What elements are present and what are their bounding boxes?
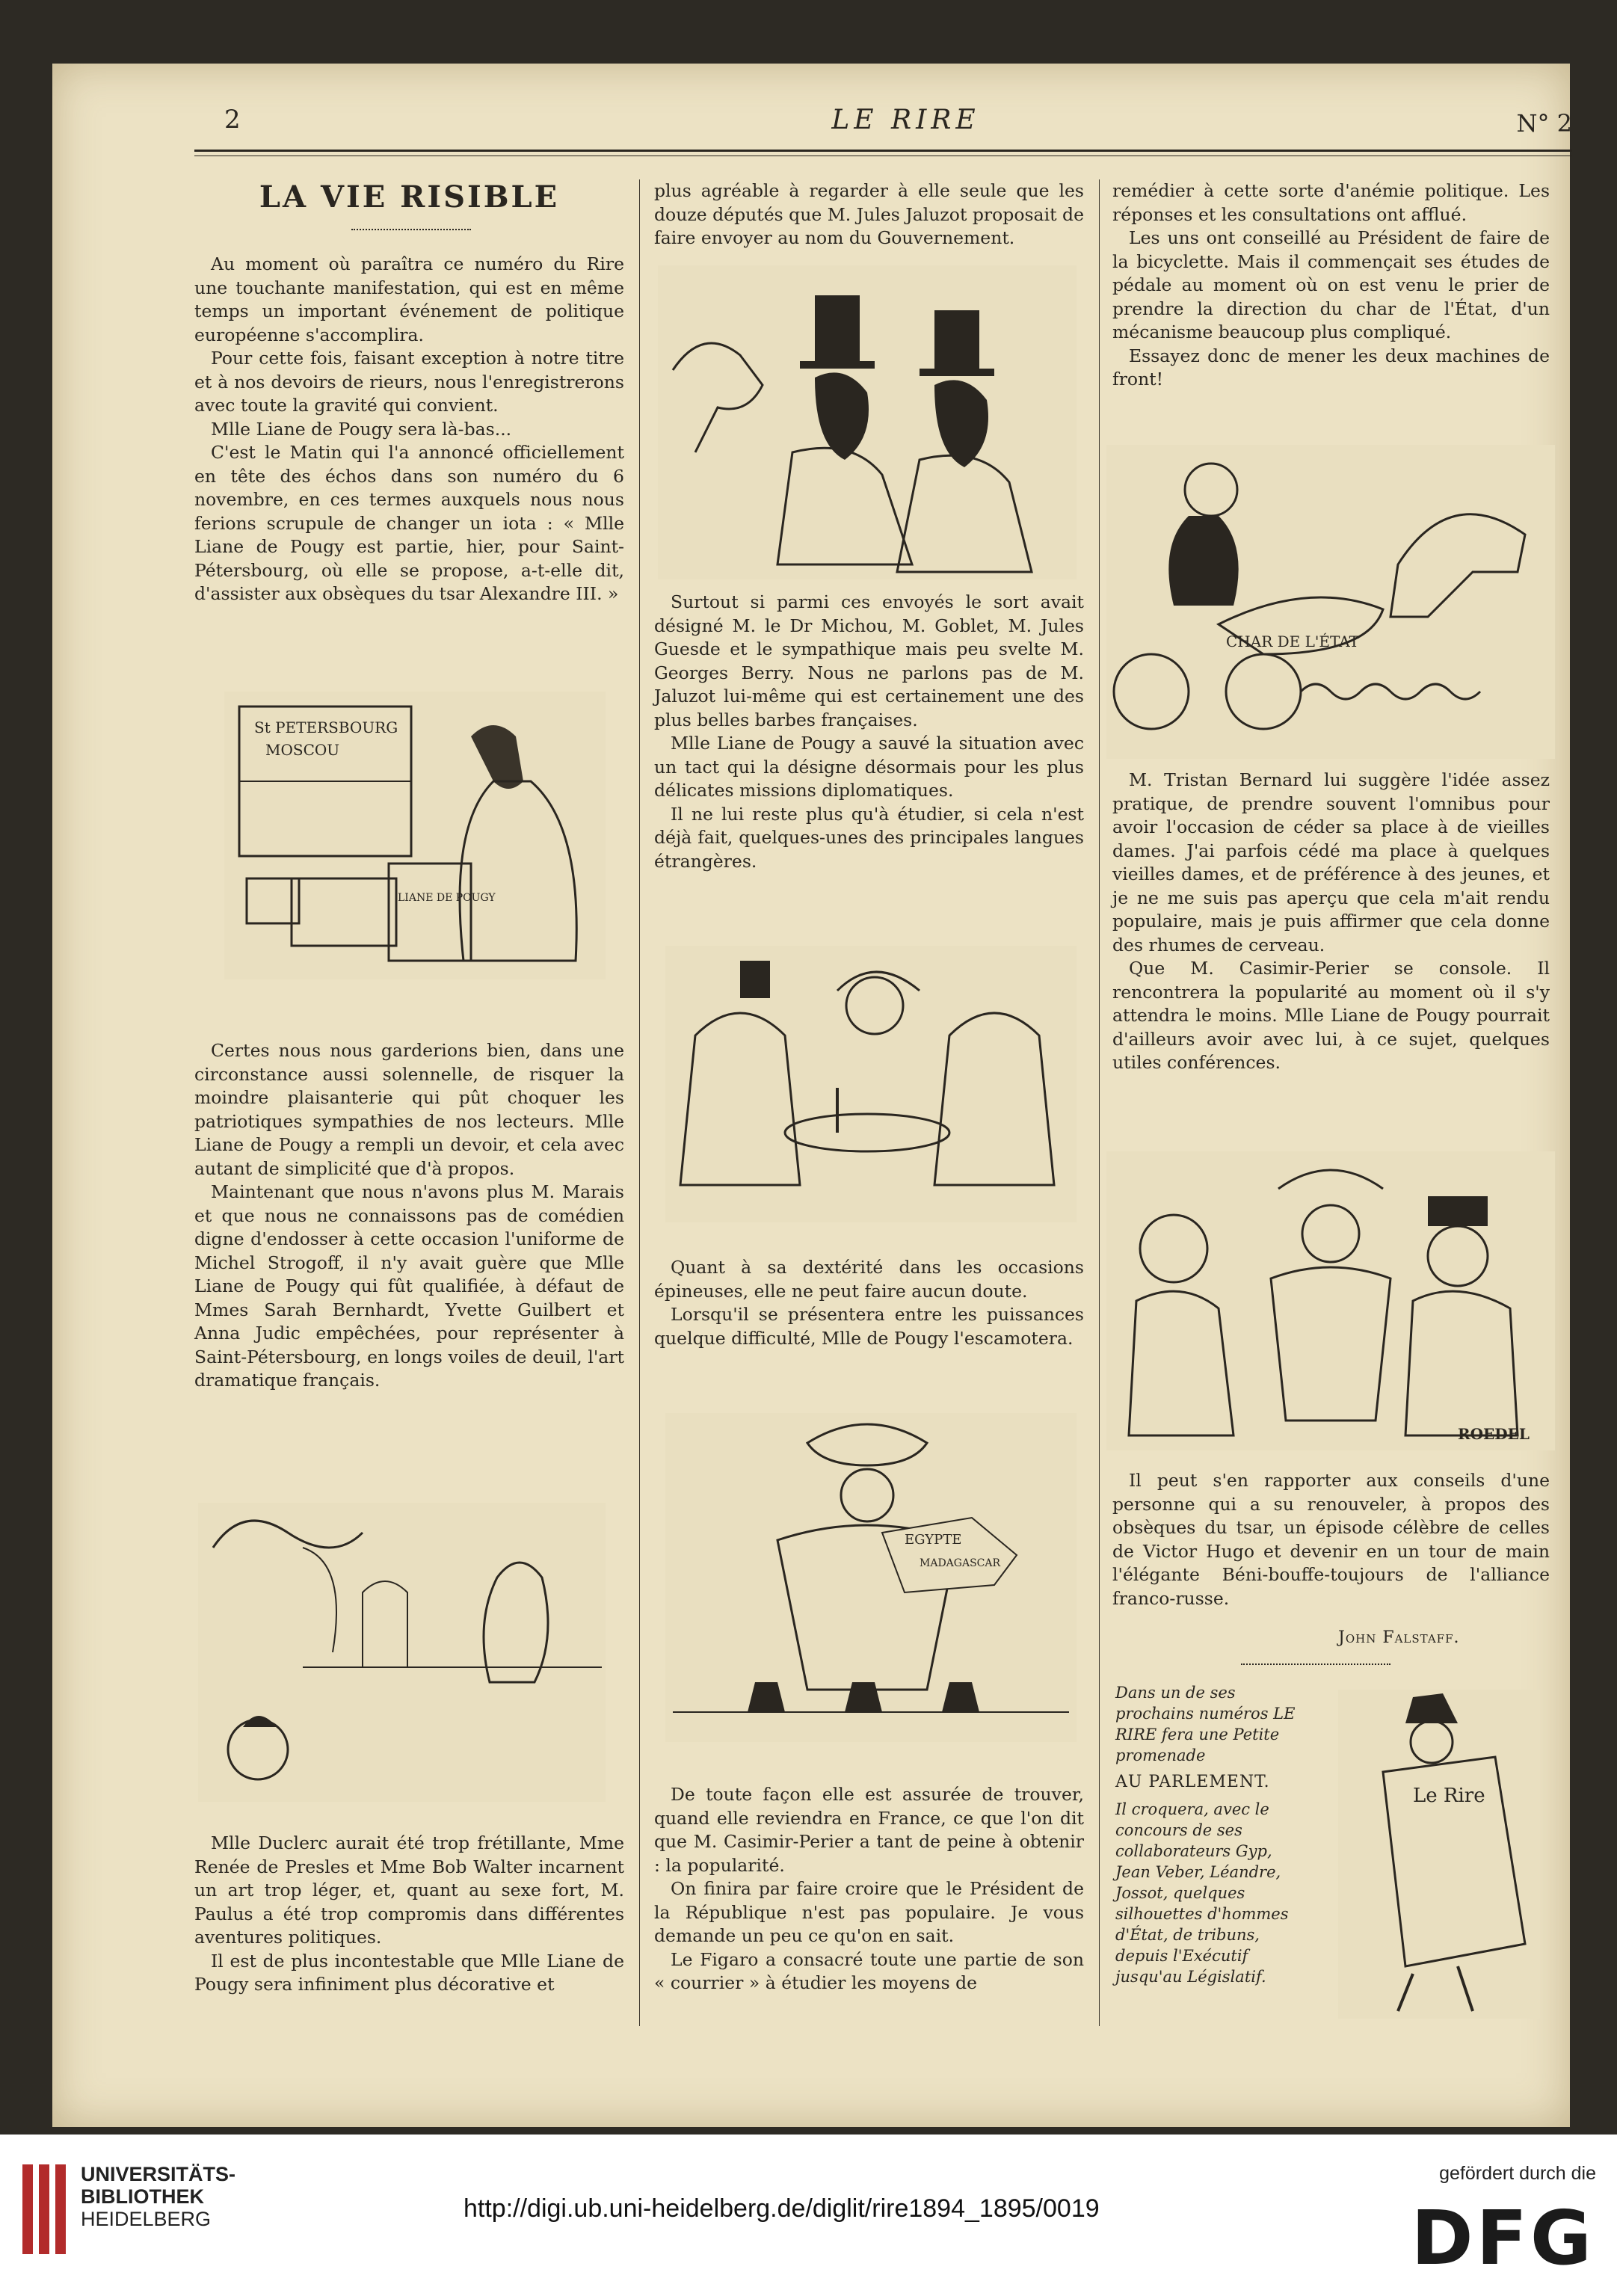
trunk-label-3: LIANE DE POUGY: [398, 892, 496, 904]
illustration-cabaret: [198, 1503, 606, 1802]
column-3-middle: [1112, 769, 1550, 1075]
cafe-drawing: [665, 946, 1077, 1222]
article-title: LA VIE RISIBLE: [259, 179, 560, 215]
conjuror-drawing: [665, 1413, 1077, 1742]
announcement-intro: Dans un de ses prochains numéros LE RIRE fera une Petite promenade: [1115, 1684, 1296, 1764]
map-label-madagascar: MADAGASCAR: [920, 1557, 1001, 1569]
paragraph: Le Figaro a consacré toute une partie de son « courrier » à étudier les moyens de: [654, 1948, 1084, 1993]
paragraph: Maintenant que nous n'avons plus M. Marais et que nous ne connaissons pas de comédien digne d'endosser à cette occasion l'uniforme de Michel Strogoff, il n'y avait guère que Mlle Liane de Pougy qui fût qualifiée, à défaut de Mmes Sarah Bernhardt, Yvette Guilbert et Anna Judic empêchées, pour représenter à Saint-Pétersbourg, en longs voiles de deuil, l'art dramatique français.: [194, 1181, 624, 1391]
paragraph: Surtout si parmi ces envoyés le sort avait désigné M. le Dr Michou, M. Goblet, M. Jules Guesde et le sympathique mais peu svelte M. Georges Berry. Nous ne parlons pas de M. Jaluzot lui-même qui est certainement une des plus belles barbes françaises.: [654, 591, 1084, 730]
column-divider: [639, 179, 640, 2026]
title-ornament: [351, 221, 471, 230]
illustration-conjuror: [665, 1413, 1077, 1742]
paragraph: Essayez donc de mener les deux machines de front!: [1112, 345, 1550, 390]
column-2-bottom: [654, 1783, 1084, 1995]
paragraph: On finira par faire croire que le Président de la République n'est pas populaire. Je vous demande un peu ce qu'on en sait.: [654, 1878, 1084, 1946]
illustration-handshake: [1106, 1151, 1555, 1450]
library-line-1: UNIVERSITÄTS-: [81, 2163, 236, 2185]
university-logo-icon: [22, 2164, 67, 2254]
announcement: [1115, 1682, 1310, 1987]
chariot-label: CHAR DE L'ÉTAT: [1226, 633, 1359, 650]
deputies-drawing: [658, 265, 1077, 579]
chariot-drawing: [1106, 445, 1555, 759]
paragraph: Quant à sa dextérité dans les occasions épineuses, elle ne peut faire aucun doute.: [654, 1257, 1084, 1302]
illustration-cafe: [665, 946, 1077, 1222]
artist-signature: ROEDEL: [1458, 1425, 1530, 1443]
end-ornament: [1241, 1656, 1390, 1665]
column-3-bottom: [1112, 1469, 1550, 1610]
page-header: [224, 105, 1587, 142]
paragraph: M. Tristan Bernard lui suggère l'idée assez pratique, de prendre souvent l'omnibus pour avoir l'occasion de céder sa place à de vieilles dames. J'ai parfois cédé ma place à quelques vieilles dames, et de préférence à des jeunes, et je ne me suis pas aperçu que cela m'ait rendu populaire, mais je puis affirmer que cela donne des rhumes de cerveau.: [1112, 769, 1550, 955]
illustration-state-chariot: [1106, 445, 1555, 759]
paragraph: Il est de plus incontestable que Mlle Liane de Pougy sera infiniment plus décorative et: [194, 1950, 624, 1995]
paragraph: Il ne lui reste plus qu'à étudier, si cela n'est déjà fait, quelques-unes des principales langues étrangères.: [654, 803, 1084, 872]
author-signature: John Falstaff.: [1338, 1628, 1460, 1647]
column-2-top: [654, 179, 1084, 250]
paragraph: Que M. Casimir-Perier se console. Il rencontrera la popularité au moment où il s'y attendra le moins. Mlle Liane de Pougy pourrait d'ailleurs avoir avec lui, à ce sujet, quelques utiles conférences.: [1112, 958, 1550, 1073]
column-2-middle-2: [654, 1256, 1084, 1350]
announcement-heading: AU PARLEMENT.: [1115, 1773, 1270, 1791]
announcement-body: Il croquera, avec le concours de ses collaborateurs Gyp, Jean Veber, Léandre, Jossot, quelques silhouettes d'hommes d'État, de tribuns, depuis l'Exécutif jusqu'au Législatif.: [1115, 1800, 1289, 1986]
paragraph: Au moment où paraîtra ce numéro du Rire une touchante manifestation, qui est en même temps un important événement de politique européenne s'accomplira.: [194, 253, 624, 345]
illustration-sandwich-man: [1338, 1690, 1540, 2019]
column-3-top: [1112, 179, 1550, 392]
paragraph: De toute façon elle est assurée de trouver, quand elle reviendra en France, ce que l'on dit que M. Casimir-Perier a tant de peine à obtenir : la popularité.: [654, 1784, 1084, 1876]
sandwich-board-text: Le Rire: [1413, 1785, 1485, 1807]
column-2-middle: [654, 591, 1084, 873]
header-rule: [194, 150, 1572, 152]
departure-drawing: [224, 692, 606, 979]
illustration-deputies: [658, 265, 1077, 579]
paragraph: Certes nous nous garderions bien, dans une circonstance aussi solennelle, de risquer la moindre plaisanterie qui pût choquer les patriotiques sympathies de nos lecteurs. Mlle Liane de Pougy a rempli un devoir, et cela avec autant de simplicité que d'à propos.: [194, 1040, 624, 1179]
issue-number: N° 2: [1516, 109, 1572, 138]
column-divider: [1099, 179, 1100, 2026]
illustration-departure: [224, 692, 606, 979]
dfg-logo: DFG: [1411, 2194, 1595, 2282]
journal-title: LE RIRE: [831, 105, 980, 135]
funding-note: gefördert durch die: [1439, 2163, 1596, 2184]
paragraph: Les uns ont conseillé au Président de faire de la bicyclette. Mais il commençait ses études de pédale au moment où on est venu le prier de prendre la direction du char de l'État, d'un mécanisme beaucoup plus compliqué.: [1112, 227, 1550, 342]
paragraph: Mlle Duclerc aurait été trop frétillante, Mme Renée de Presles et Mme Bob Walter incarnent un art trop léger, et, quant au sexe fort, M. Paulus a été trop compromis dans différentes aventures politiques.: [194, 1832, 624, 1948]
library-line-3: HEIDELBERG: [81, 2208, 212, 2230]
map-label-egypt: EGYPTE: [905, 1532, 962, 1548]
paragraph: Mlle Liane de Pougy sera là-bas...: [211, 418, 512, 440]
paragraph: Mlle Liane de Pougy a sauvé la situation avec un tact qui la désigne désormais pour les plus délicates missions diplomatiques.: [654, 733, 1084, 801]
trunk-label-1: St PETERSBOURG: [254, 718, 398, 736]
paragraph: Il peut s'en rapporter aux conseils d'une personne qui a su renouveler, à propos des obsèques du tsar, un épisode célèbre de celles de Victor Hugo et devenir en un tour de main l'élégante Béni-bouffe-toujours de l'alliance franco-russe.: [1112, 1470, 1550, 1609]
library-name: [81, 2163, 235, 2230]
trunk-label-2: MOSCOU: [265, 741, 340, 759]
cabaret-drawing: [198, 1503, 606, 1802]
paragraph: remédier à cette sorte d'anémie politique. Les réponses et les consultations ont afflué.: [1112, 180, 1550, 225]
paragraph: Lorsqu'il se présentera entre les puissances quelque difficulté, Mlle de Pougy l'escamotera.: [654, 1304, 1084, 1349]
column-1-top: [194, 253, 624, 606]
paragraph: Pour cette fois, faisant exception à notre titre et à nos devoirs de rieurs, nous l'enregistrerons avec toute la gravité qui convient.: [194, 348, 624, 416]
column-1-middle: [194, 1039, 624, 1393]
source-url[interactable]: http://digi.ub.uni-heidelberg.de/diglit/rire1894_1895/0019: [463, 2194, 1100, 2223]
library-line-2: BIBLIOTHEK: [81, 2185, 204, 2208]
paragraph: plus agréable à regarder à elle seule que les douze députés que M. Jules Jaluzot proposait de faire envoyer au nom du Gouvernement.: [654, 180, 1084, 248]
page-number: 2: [224, 105, 241, 135]
sandwich-man-drawing: [1338, 1690, 1540, 2019]
paragraph: C'est le Matin qui l'a annoncé officiellement en tête des échos dans son numéro du 6 novembre, en ces termes auxquels nous nous ferions scrupule de changer un iota : « Mlle Liane de Pougy est partie, hier, pour Saint-Pétersbourg, où elle se propose, a-t-elle dit, d'assister aux obsèques du tsar Alexandre III. »: [194, 442, 624, 604]
handshake-drawing: [1106, 1151, 1555, 1450]
column-1-bottom: [194, 1832, 624, 1997]
